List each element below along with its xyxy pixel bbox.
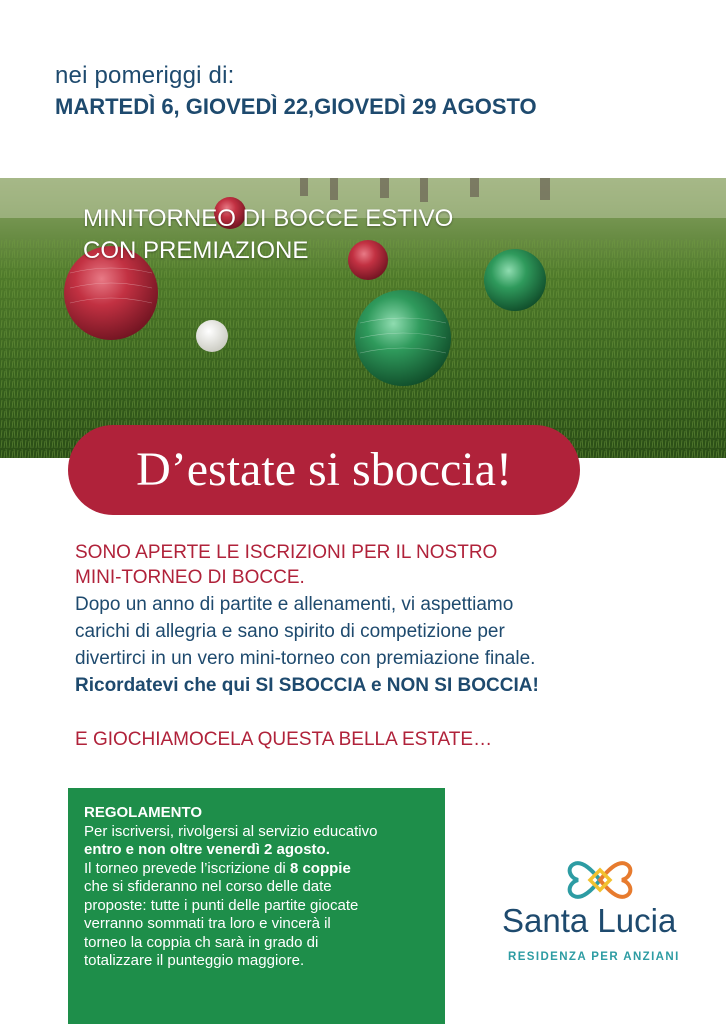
rules-line-couples	[84, 860, 434, 879]
event-title-line2: CON PREMIAZIONE	[83, 237, 309, 264]
rules-couples-count: 8 coppie	[289, 859, 351, 877]
announcement-line1: SONO APERTE LE ISCRIZIONI PER IL NOSTRO	[75, 542, 498, 563]
rules-text	[84, 804, 434, 971]
announcement-line2: MINI-TORNEO DI BOCCE.	[75, 567, 305, 588]
description-line2: carichi di allegria e sano spirito di competizione per	[75, 621, 505, 642]
description-line1: Dopo un anno di partite e allenamenti, vi aspettiamo	[75, 594, 514, 615]
event-dates: MARTEDÌ 6, GIOVEDÌ 22,GIOVEDÌ 29 AGOSTO	[55, 94, 537, 119]
rules-line: che si sfideranno nel corso delle date	[84, 878, 332, 895]
rules-line: verranno sommati tra loro e vincerà il	[84, 915, 331, 932]
intro-text: nei pomeriggi di:	[55, 62, 235, 89]
closing-text: E GIOCHIAMOCELA QUESTA BELLA ESTATE…	[75, 729, 493, 750]
description-line3: divertirci in un vero mini-torneo con premiazione finale.	[75, 648, 536, 669]
rules-heading: REGOLAMENTO	[84, 804, 203, 821]
rules-line: proposte: tutte i punti delle partite giocate	[84, 896, 359, 914]
rules-deadline: entro e non oltre venerdì 2 agosto.	[84, 841, 330, 858]
reminder-text: Ricordatevi che qui SI SBOCCIA e NON SI BOCCIA!	[75, 675, 539, 696]
logo-subtitle: RESIDENZA PER ANZIANI	[508, 951, 680, 963]
rules-line: totalizzare il punteggio maggiore.	[84, 952, 305, 969]
logo-name: Santa Lucia	[502, 902, 677, 939]
event-title-line1: MINITORNEO DI BOCCE ESTIVO	[83, 205, 454, 232]
event-title	[83, 203, 453, 267]
rules-line: torneo la coppia ch sarà in grado di	[84, 933, 319, 951]
slogan-banner	[68, 425, 580, 515]
santa-lucia-logo-icon	[566, 852, 634, 908]
rules-line: Per iscriversi, rivolgersi al servizio educativo	[84, 822, 378, 840]
rules-line-couples-text: Il torneo prevede l’iscrizione di	[84, 859, 290, 877]
slogan-text: D’estate si sboccia!	[136, 443, 512, 496]
